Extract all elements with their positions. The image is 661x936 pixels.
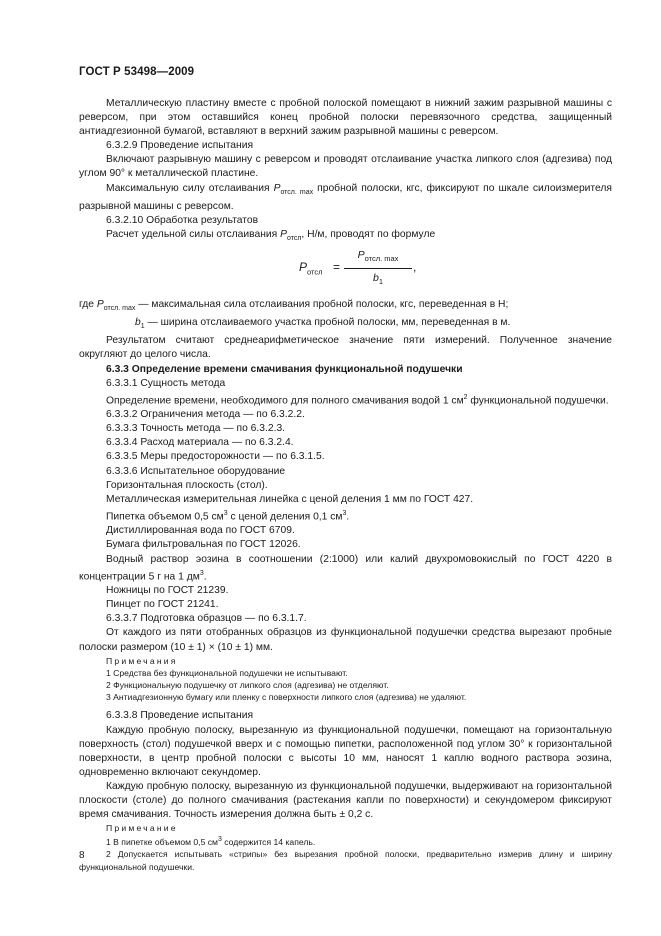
paragraph: Водный раствор эозина в соотношении (2:1000) или калий двухромовокислый по ГОСТ 4220 в концентрации 5 г на 1 $дм^3$. [79,553,612,583]
note-item: 3 Антиадгезионную бумагу или пленку с поверхности липкого слоя (адгезива) не удаляют. [106,692,467,703]
paragraph: 6.3.3.2 Ограничения метода — по 6.3.2.2. [106,409,305,421]
formula-denominator: $b_1$ [372,272,383,287]
paragraph: От каждого из пяти отобранных образцов из функциональной подушечки средства вырезают пробные полоски размером (10 ± 1) × (10 ± 1) мм. [79,627,612,653]
paragraph: Металлическую пластину вместе с пробной полоской помещают в нижний зажим разрывной машины с реверсом, при этом оставшийся конец пробной полоски перевязочного средства, защищенный антиадгезионной бумагой, вставляют в верхний зажим разрывной машины с реверсом. [79,98,612,138]
note-title: Примечания [106,655,178,666]
legend-line: где $P_{отсл. max}$ — максимальная сила отслаивания пробной полоски, кгс, переведенная в Н; [79,299,509,313]
note-title: Примечание [106,823,178,834]
section-heading: 6.3.2.9 Проведение испытания [106,140,254,152]
document-body [79,97,612,873]
legend-line: $b_1$ — ширина отслаиваемого участка пробной полоски, мм, переведенная в м. [135,317,511,331]
paragraph: Определение времени, необходимого для полного смачивания водой 1 $см^2$ функциональной подушечки. [106,393,609,407]
paragraph: 6.3.3.5 Меры предосторожности — по 6.3.1.5. [106,451,325,463]
section-heading: 6.3.3 Определение времени смачивания функциональной подушечки [106,363,463,375]
paragraph: Металлическая измерительная линейка с ценой деления 1 мм по ГОСТ 427. [106,493,474,505]
formula-lhs: $P_{отсл}$ [299,260,323,277]
note-item: 2 Допускается испытывать «стрипы» без вырезания пробной полоски, предварительно измерив длину и ширину функциональной подушечки. [79,849,612,872]
paragraph: 6.3.3.7 Подготовка образцов — по 6.3.1.7. [106,613,307,625]
paragraph: Пипетка объемом 0,5 $см^3$ с ценой деления 0,1 $см^3$. [106,509,350,523]
section-heading: 6.3.3.1 Сущность метода [106,377,226,389]
section-heading: 6.3.2.10 Обработка результатов [106,214,259,226]
paragraph: Бумага фильтровальная по ГОСТ 12026. [106,539,301,551]
paragraph: 6.3.3.3 Точность метода — по 6.3.2.3. [106,423,286,435]
paragraph: Горизонтальная плоскость (стол). [106,479,268,491]
note-item: 2 Функциональную подушечку от липкого слоя (адгезива) не отделяют. [106,680,389,691]
paragraph: Ножницы по ГОСТ 21239. [106,585,229,597]
note-item: 1 В пипетке объемом 0,5 $см^3$ содержится 14 капель. [106,836,316,848]
paragraph: Пинцет по ГОСТ 21241. [106,599,219,611]
page-number: 8 [79,850,85,861]
paragraph: Дистиллированная вода по ГОСТ 6709. [106,525,295,537]
paragraph: Каждую пробную полоску, вырезанную из функциональной подушечки, выдерживают на горизонтальной плоскости (столе) до полного смачивания (растекания капли по поверхности) и секундомером фиксируют время смачивания. Точность измерения должна быть ± 0,2 с. [79,780,612,821]
paragraph: Включают разрывную машину с реверсом и проводят отслаивание участка липкого слоя (адгезива) под углом 90° к металлической пластине. [79,154,612,180]
paragraph: Максимальную силу отслаивания $P_{отсл. max}$ пробной полоски, кгс, фиксируют по шкале силоизмерителя разрывной машины с реверсом. [79,182,612,212]
paragraph: Расчет удельной силы отслаивания $P_{отсл}$, Н/м, проводят по формуле [106,228,436,242]
formula-numerator: $P_{отсл. max}$ [357,249,399,264]
section-heading: 6.3.3.8 Проведение испытания [106,710,254,722]
paragraph: Каждую пробную полоску, вырезанную из функциональной подушечки, помещают на горизонтальную поверхность (стол) подушечкой вверх и с помощью пипетки, расположенной под углом 30° к горизонтальной поверхности, в центр пробной полоски с высоты 10 мм, наносят 1 каплю водного раствора эозина, одновременно включают секундомер. [79,724,612,778]
paragraph: Результатом считают среднеарифметическое значение пяти измерений. Полученное значение округляют до целого числа. [79,335,612,361]
formula-fraction [343,248,413,289]
formula-equals: = [333,260,341,275]
paragraph: 6.3.3.4 Расход материала — по 6.3.2.4. [106,437,294,449]
document-header: ГОСТ Р 53498—2009 [79,66,195,78]
section-heading: 6.3.3.6 Испытательное оборудование [106,465,286,477]
formula-comma: , [413,260,417,275]
formula [79,248,612,294]
note-item: 1 Средства без функциональной подушечки не испытывают. [106,667,348,678]
